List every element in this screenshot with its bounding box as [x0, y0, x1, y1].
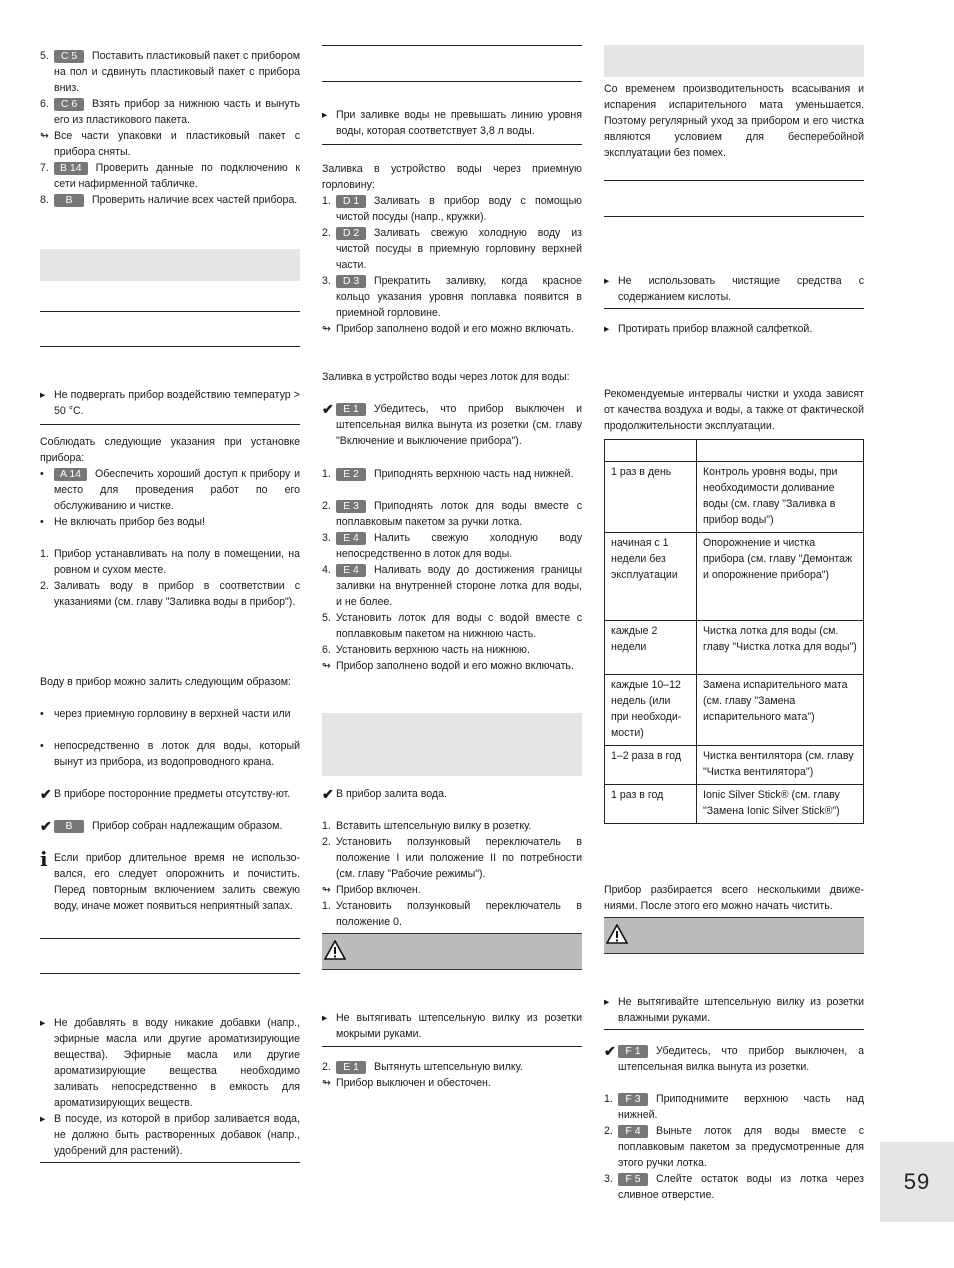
- paragraph: Воду в прибор можно залить следующим образом:: [40, 676, 291, 688]
- list-item: 1. D 1 Заливать в прибор воду с помощью чистой посуды (напр., кружки).: [322, 195, 582, 223]
- table-row: [605, 746, 864, 785]
- paragraph: Прибор разбирается всего несколькими движе-ниями. После этого его можно начать чистить.: [604, 884, 864, 912]
- figure-badge: E 1: [336, 1061, 366, 1074]
- divider: [40, 1162, 300, 1163]
- table-row: [605, 462, 864, 533]
- warning-bar: [604, 917, 864, 954]
- list-item: 5. Установить лоток для воды с водой вместе с поплавковым пакетом на нижнюю часть.: [322, 612, 582, 640]
- caution-bullet: ▸ Не подвергать прибор воздействию температур > 50 °C.: [40, 389, 300, 417]
- check-icon: ✔: [40, 786, 52, 802]
- list-item: ↬ Все части упаковки и пластиковый пакет с прибора сняты.: [40, 130, 300, 158]
- divider: [322, 45, 582, 46]
- list-item: • Не включать прибор без воды!: [40, 516, 205, 528]
- list-item: 6. C 6 Взять прибор за нижнюю часть и вынуть его из пластикового пакета.: [40, 98, 300, 126]
- figure-badge: B: [54, 194, 84, 207]
- list-item: 2. Установить ползунковый переключатель в положение I или положение II по потребности (см. главу "Рабочие режимы").: [322, 836, 582, 880]
- list-item: 6. Установить верхнюю часть на нижнюю.: [322, 644, 530, 656]
- info-icon: i: [40, 847, 48, 871]
- check-item: ✔ В прибор залита вода.: [322, 786, 447, 802]
- list-item: ↬ Прибор включен.: [322, 884, 421, 896]
- table-cell: каждые 10–12 недель (или при необходи-мости): [605, 675, 697, 746]
- list-item: ↬ Прибор заполнено водой и его можно включать.: [322, 660, 574, 672]
- list-item: • A 14 Обеспечить хороший доступ к прибору и место для проведения работ по его обслуживанию и чистке.: [40, 468, 300, 512]
- figure-badge: B: [54, 820, 84, 833]
- figure-badge: E 4: [336, 564, 366, 577]
- list-item: 1. Вставить штепсельную вилку в розетку.: [322, 820, 532, 832]
- maintenance-table: [604, 439, 864, 824]
- divider: [40, 346, 300, 347]
- warning-bar: [322, 933, 582, 970]
- caution-bullet: ▸ Не добавлять в воду никакие добавки (напр., эфирные масла или другие ароматизирующие вещества). Эфирные масла или другие ароматизирующие вещества необходимо заливать непосредственно в емкость для ароматизирующих веществ.: [40, 1017, 300, 1109]
- section-heading-bar: [322, 713, 582, 776]
- list-item: 1. Установить ползунковый переключатель в положение 0.: [322, 900, 582, 928]
- page-number: 59: [880, 1142, 954, 1222]
- divider: [322, 1046, 582, 1047]
- list-item: 3. E 4 Налить свежую холодную воду непосредственно в лоток для воды.: [322, 532, 582, 560]
- table-header-row: [605, 440, 864, 462]
- figure-badge: E 4: [336, 532, 366, 545]
- divider: [322, 81, 582, 82]
- divider: [40, 311, 300, 312]
- check-item: ✔ E 1 Убедитесь, что прибор выключен и штепсельная вилка вынута из розетки (см. главу "Включение и выключение прибора").: [322, 401, 582, 447]
- check-item: ✔ В приборе посторонние предметы отсутству-ют.: [40, 786, 291, 802]
- caution-bullet: ▸ Протирать прибор влажной салфеткой.: [604, 323, 813, 335]
- table-cell: 1 раз в день: [605, 462, 697, 533]
- check-icon: ✔: [322, 786, 334, 802]
- table-row: [605, 675, 864, 746]
- check-icon: ✔: [322, 401, 334, 417]
- table-cell: Чистка лотка для воды (см. главу "Чистка лотка для воды"): [697, 621, 864, 675]
- figure-badge: E 3: [336, 500, 366, 513]
- table-cell: Ionic Silver Stick® (см. главу "Замена Ionic Silver Stick®"): [697, 785, 864, 824]
- list-item: • через приемную горловину в верхней части или: [40, 708, 291, 720]
- caution-bullet: ▸ Не вытягивать штепсельную вилку из розетки мокрыми руками.: [322, 1012, 582, 1040]
- list-item: ↬ Прибор выключен и обесточен.: [322, 1077, 491, 1089]
- table-cell: Контроль уровня воды, при необходимости доливание воды (см. главу "Заливка в прибор воды"): [697, 462, 864, 533]
- figure-badge: F 5: [618, 1173, 648, 1186]
- section-heading-bar: [604, 45, 864, 77]
- divider: [604, 308, 864, 309]
- list-item: 3. D 3 Прекратить заливку, когда красное кольцо указания уровня поплавка появится в приемной горловине.: [322, 275, 582, 319]
- list-item: 2. F 4 Выньте лоток для воды вместе с поплавковым пакетом за предусмотренные для этого ручки лотка.: [604, 1125, 864, 1169]
- figure-badge: E 2: [336, 468, 366, 481]
- list-item: 4. E 4 Наливать воду до достижения границы заливки на внутренней стороне лотка для воды, и не более.: [322, 564, 582, 608]
- divider: [604, 216, 864, 217]
- paragraph: Рекомендуемые интервалы чистки и ухода зависят от качества воздуха и воды, а также от фактической продолжительности эксплуатации.: [604, 388, 864, 432]
- paragraph: Соблюдать следующие указания при установке прибора:: [40, 436, 300, 464]
- list-item: 7. B 14 Проверить данные по подключению к сети нафирменной табличке.: [40, 162, 300, 190]
- paragraph: Заливка в устройство воды через приемную горловину:: [322, 163, 582, 191]
- check-item: ✔ B Прибор собран надлежащим образом.: [40, 818, 283, 834]
- table-cell: 1–2 раза в год: [605, 746, 697, 785]
- divider: [40, 973, 300, 974]
- table-cell: Замена испарительного мата (см. главу "Замена испарительного мата"): [697, 675, 864, 746]
- figure-badge: C 6: [54, 98, 84, 111]
- divider: [604, 180, 864, 181]
- table-row: [605, 621, 864, 675]
- list-item: ↬ Прибор заполнено водой и его можно включать.: [322, 323, 574, 335]
- figure-badge: F 3: [618, 1093, 648, 1106]
- figure-badge: F 1: [618, 1045, 648, 1058]
- list-item: 8. B Проверить наличие всех частей прибора.: [40, 194, 298, 206]
- divider: [322, 144, 582, 145]
- divider: [40, 424, 300, 425]
- figure-badge: E 1: [336, 403, 366, 416]
- table-row: [605, 785, 864, 824]
- table-header-cell: [605, 440, 697, 462]
- table-cell: каждые 2 недели: [605, 621, 697, 675]
- warning-triangle-icon: [324, 940, 346, 960]
- caution-bullet: ▸ При заливке воды не превышать линию уровня воды, которая соответствует 3,8 л воды.: [322, 109, 582, 137]
- paragraph: Со временем производительность всасывания и испарения испарительного мата уменьшается. Поэтому регулярный уход за прибором и его чистка являются условием для бесперебойной эксплуатации без помех.: [604, 83, 864, 159]
- list-item: 2. Заливать воду в прибор в соответствии с указаниями (см. главу "Заливка воды в прибор").: [40, 580, 300, 608]
- list-item: 1. F 3 Приподнимите верхнюю часть над нижней.: [604, 1093, 864, 1121]
- info-note: i Если прибор длительное время не использо-вался, его следует опорожнить и почистить. Перед повторным включением залить свежую воду, иначе может появиться неприятный запах.: [40, 847, 300, 912]
- caution-bullet: ▸ В посуде, из которой в прибор заливается вода, не должно быть растворенных добавок (напр., удобрений для растений).: [40, 1113, 300, 1157]
- list-item: 1. Прибор устанавливать на полу в помещении, на ровном и сухом месте.: [40, 548, 300, 576]
- check-icon: ✔: [40, 818, 52, 834]
- list-item: 2. E 1 Вытянуть штепсельную вилку.: [322, 1061, 523, 1073]
- figure-badge: D 2: [336, 227, 366, 240]
- divider: [604, 1029, 864, 1030]
- divider: [40, 938, 300, 939]
- figure-badge: D 1: [336, 195, 366, 208]
- caution-bullet: ▸ Не использовать чистящие средства с содержанием кислоты.: [604, 275, 864, 303]
- list-item: 2. D 2 Заливать свежую холодную воду из чистой посуды в приемную горловину верхней части.: [322, 227, 582, 271]
- list-item: 1. E 2 Приподнять верхнюю часть над нижней.: [322, 468, 574, 480]
- paragraph: Заливка в устройство воды через лоток для воды:: [322, 371, 570, 383]
- table-cell: 1 раз в год: [605, 785, 697, 824]
- table-header-cell: [697, 440, 864, 462]
- list-item: 5. C 5 Поставить пластиковый пакет с прибором на пол и сдвинуть пластиковый пакет с прибора вниз.: [40, 50, 300, 94]
- table-row: [605, 533, 864, 621]
- table-cell: Опорожнение и чистка прибора (см. главу "Демонтаж и опорожнение прибора"): [697, 533, 864, 621]
- warning-triangle-icon: [606, 924, 628, 944]
- check-icon: ✔: [604, 1043, 616, 1059]
- figure-badge: F 4: [618, 1125, 648, 1138]
- figure-badge: C 5: [54, 50, 84, 63]
- section-heading-bar: [40, 249, 300, 281]
- list-item: 2. E 3 Приподнять лоток для воды вместе с поплавковым пакетом за ручки лотка.: [322, 500, 582, 528]
- list-item: • непосредственно в лоток для воды, который вынут из прибора, из водопроводного крана.: [40, 740, 300, 768]
- figure-badge: D 3: [336, 275, 366, 288]
- check-item: ✔ F 1 Убедитесь, что прибор выключен, а штепсельная вилка вынута из розетки.: [604, 1043, 864, 1073]
- table-cell: начиная с 1 недели без эксплуатации: [605, 533, 697, 621]
- table-cell: Чистка вентилятора (см. главу "Чистка вентилятора"): [697, 746, 864, 785]
- caution-bullet: ▸ Не вытягивайте штепсельную вилку из розетки влажными руками.: [604, 996, 864, 1024]
- list-item: 3. F 5 Слейте остаток воды из лотка через сливное отверстие.: [604, 1173, 864, 1201]
- figure-badge: B 14: [54, 162, 88, 175]
- figure-badge: A 14: [54, 468, 87, 481]
